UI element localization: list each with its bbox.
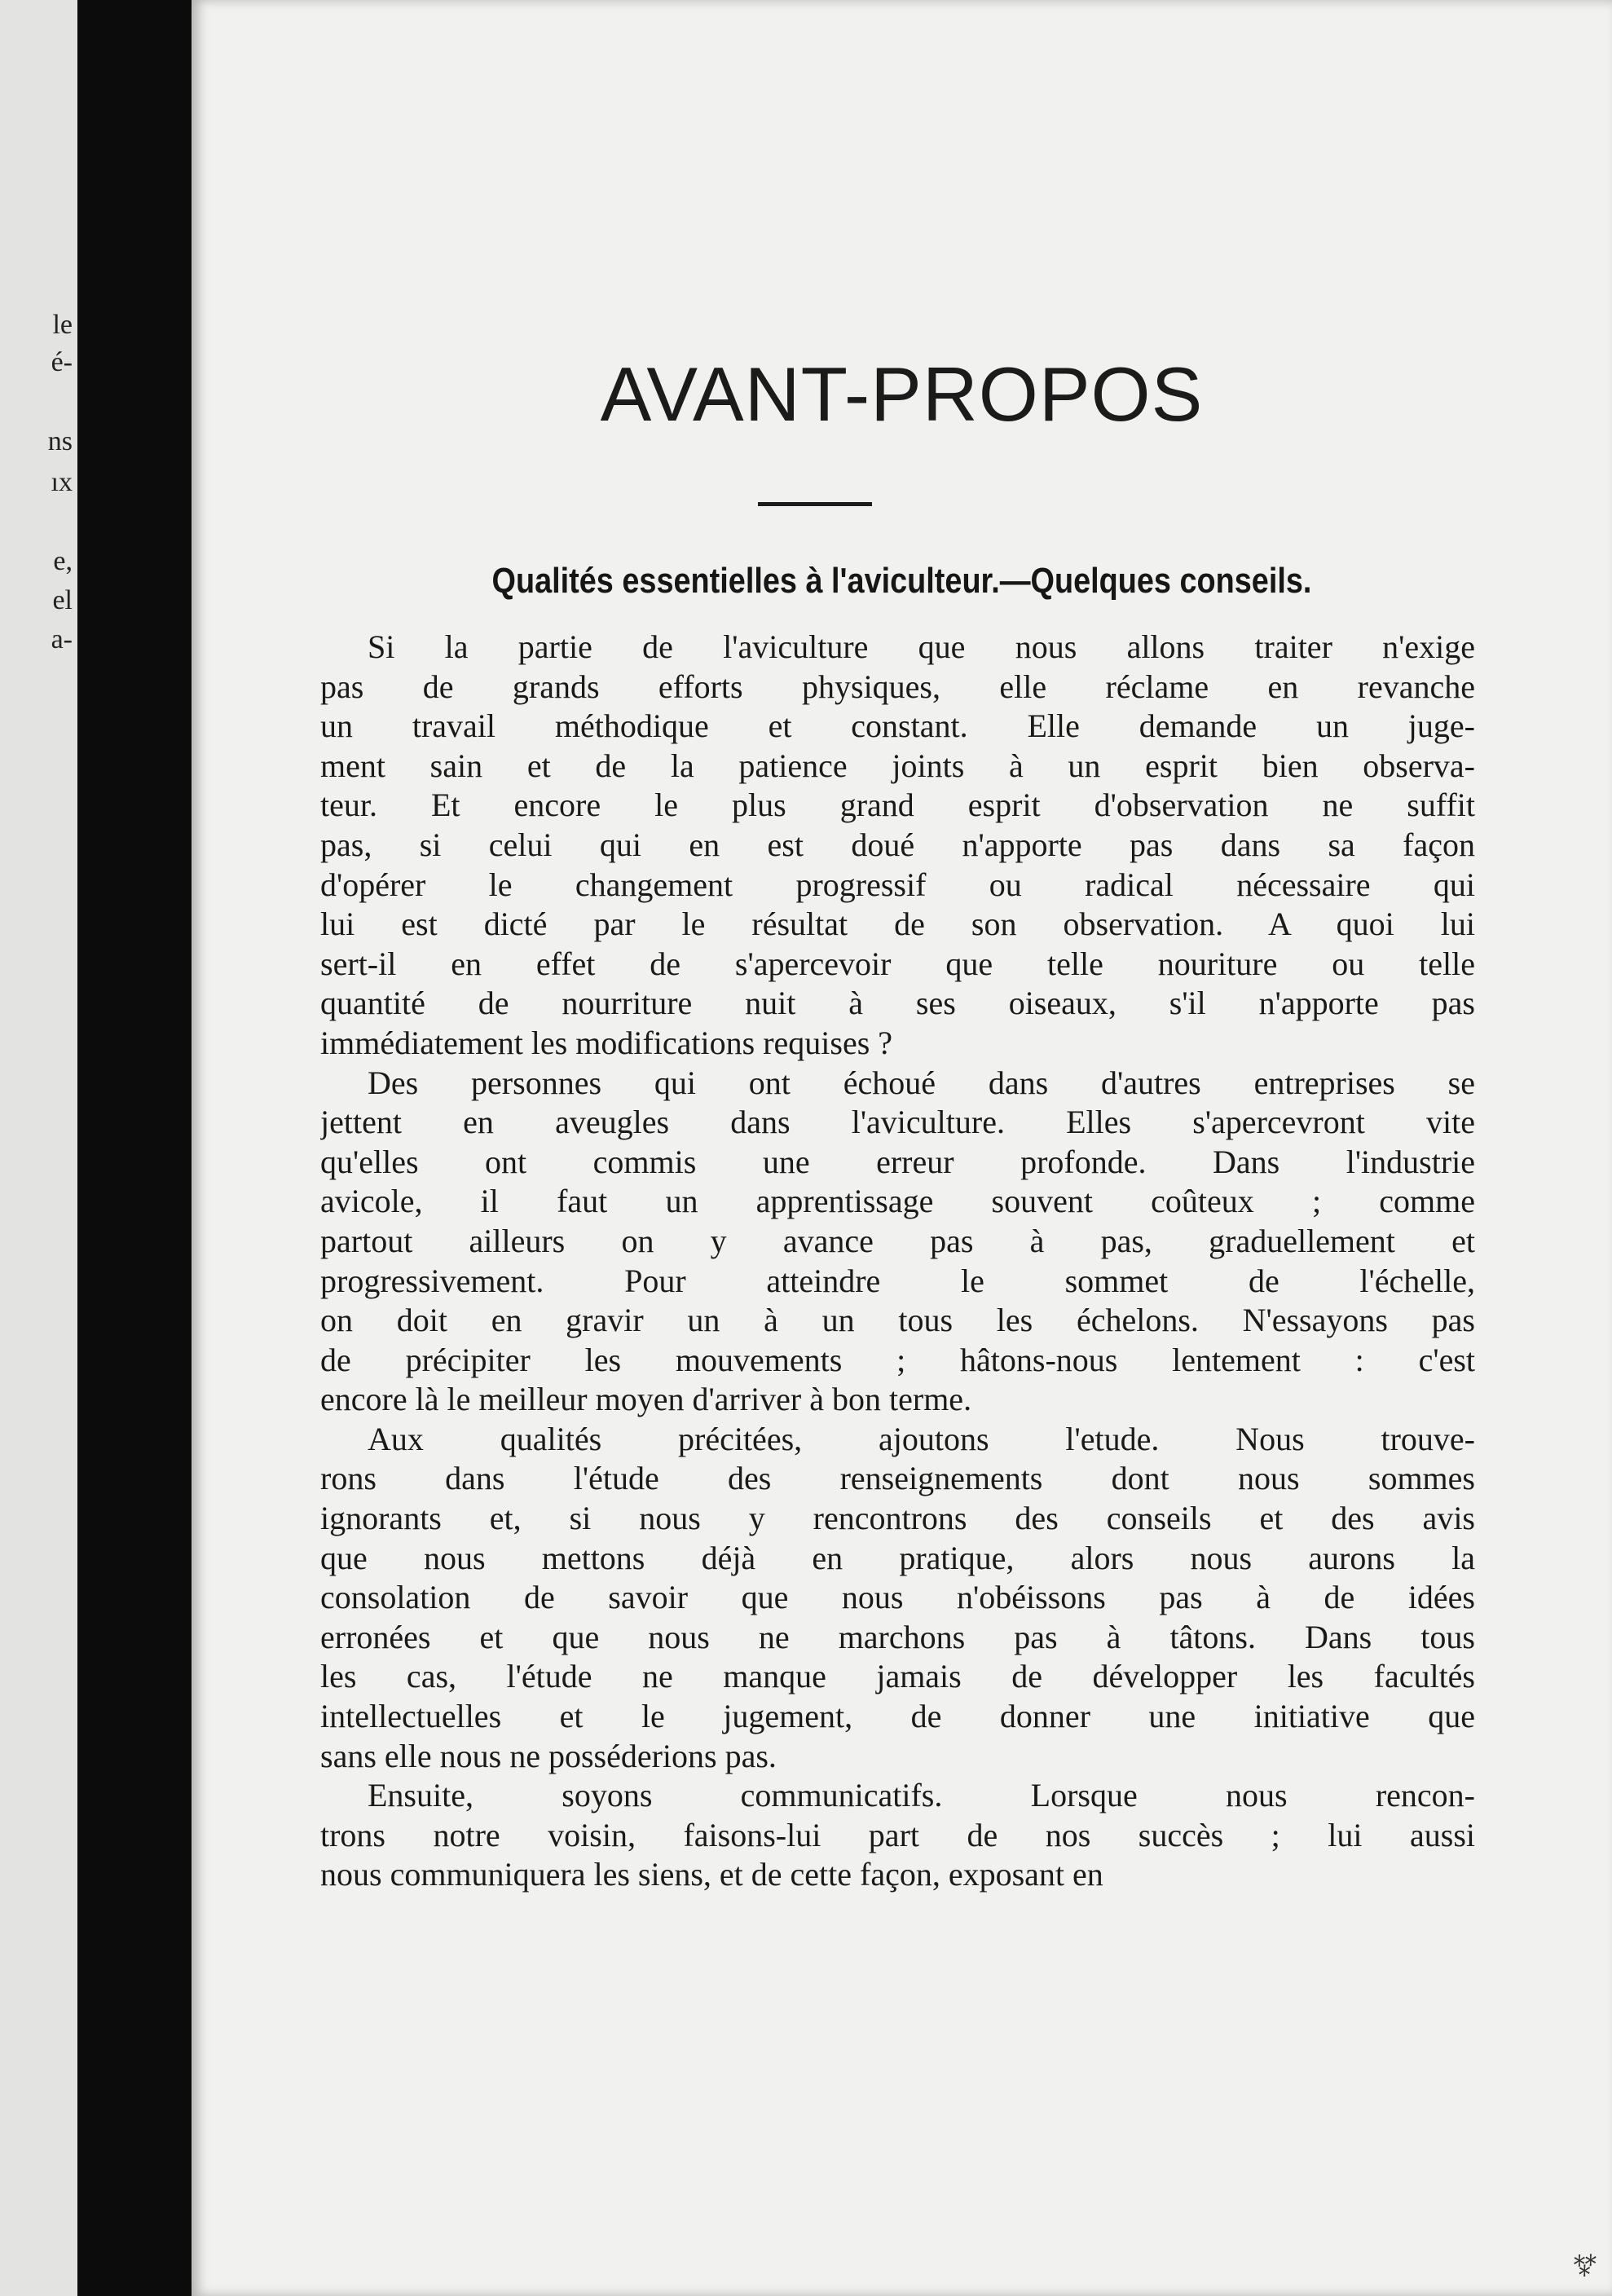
paragraph-line: teur. Et encore le plus grand esprit d'observation ne suffit bbox=[320, 787, 1475, 824]
page-corner-mark: ⁂ bbox=[1567, 2246, 1603, 2281]
body-text bbox=[320, 628, 1475, 1895]
paragraph-line: avicole, il faut un apprentissage souvent coûteux ; comme bbox=[320, 1183, 1475, 1220]
facing-page-edge bbox=[0, 0, 77, 2296]
paragraph-line: pas, si celui qui en est doué n'apporte pas dans sa façon bbox=[320, 826, 1475, 863]
paragraph-line: ignorants et, si nous y rencontrons des conseils et des avis bbox=[320, 1500, 1475, 1537]
paragraph-line: Aux qualités précitées, ajoutons l'etude. Nous trouve- bbox=[368, 1420, 1475, 1457]
section-subtitle: Qualités essentielles à l'aviculteur.—Quelques conseils. bbox=[491, 561, 1312, 601]
paragraph-line: qu'elles ont commis une erreur profonde. Dans l'industrie bbox=[320, 1143, 1475, 1180]
paragraph-line: nous communiquera les siens, et de cette façon, exposant en bbox=[320, 1856, 1103, 1893]
facing-page-fragment: e, bbox=[53, 546, 73, 576]
paragraph-line: trons notre voisin, faisons-lui part de nos succès ; lui aussi bbox=[320, 1816, 1475, 1853]
paragraph-line: un travail méthodique et constant. Elle demande un juge- bbox=[320, 707, 1475, 745]
title-divider bbox=[758, 502, 872, 506]
paragraph-line: Si la partie de l'aviculture que nous allons traiter n'exige bbox=[368, 628, 1475, 665]
paragraph-line: sans elle nous ne posséderions pas. bbox=[320, 1737, 777, 1774]
paragraph-line: Des personnes qui ont échoué dans d'autres entreprises se bbox=[368, 1064, 1475, 1101]
page-title: AVANT-PROPOS bbox=[600, 351, 1204, 437]
facing-page-fragment: le bbox=[52, 310, 73, 340]
book-gutter bbox=[77, 0, 192, 2296]
facing-page-fragment: é- bbox=[51, 347, 73, 377]
paragraph-line: que nous mettons déjà en pratique, alors nous aurons la bbox=[320, 1539, 1475, 1576]
paragraph-line: on doit en gravir un à un tous les échelons. N'essayons pas bbox=[320, 1302, 1475, 1339]
paragraph-line: rons dans l'étude des renseignements dont nous sommes bbox=[320, 1460, 1475, 1497]
paragraph-line: lui est dicté par le résultat de son observation. A quoi lui bbox=[320, 906, 1475, 943]
paragraph-line: partout ailleurs on y avance pas à pas, graduellement et bbox=[320, 1222, 1475, 1259]
paragraph-line: jettent en aveugles dans l'aviculture. Elles s'apercevront vite bbox=[320, 1104, 1475, 1141]
document-page bbox=[192, 0, 1612, 2296]
paragraph-line: ment sain et de la patience joints à un esprit bien observa- bbox=[320, 747, 1475, 784]
paragraph-line: quantité de nourriture nuit à ses oiseaux, s'il n'apporte pas bbox=[320, 985, 1475, 1022]
paragraph-line: progressivement. Pour atteindre le sommet de l'échelle, bbox=[320, 1262, 1475, 1299]
paragraph-line: erronées et que nous ne marchons pas à tâtons. Dans tous bbox=[320, 1618, 1475, 1655]
paragraph-line: sert-il en effet de s'apercevoir que telle nouriture ou telle bbox=[320, 945, 1475, 982]
paragraph-line: pas de grands efforts physiques, elle réclame en revanche bbox=[320, 668, 1475, 705]
paragraph-line: intellectuelles et le jugement, de donner une initiative que bbox=[320, 1698, 1475, 1735]
paragraph-line: les cas, l'étude ne manque jamais de développer les facultés bbox=[320, 1658, 1475, 1695]
paragraph-line: d'opérer le changement progressif ou radical nécessaire qui bbox=[320, 866, 1475, 903]
facing-page-fragment: ıx bbox=[51, 467, 73, 497]
paragraph-line: encore là le meilleur moyen d'arriver à bon terme. bbox=[320, 1381, 972, 1418]
paragraph-line: immédiatement les modifications requises ? bbox=[320, 1024, 893, 1061]
facing-page-fragment: ns bbox=[47, 426, 73, 456]
facing-page-fragment: a- bbox=[51, 624, 73, 654]
paragraph-line: consolation de savoir que nous n'obéissons pas à de idées bbox=[320, 1579, 1475, 1616]
paragraph-line: de précipiter les mouvements ; hâtons-nous lentement : c'est bbox=[320, 1341, 1475, 1378]
paragraph-line: Ensuite, soyons communicatifs. Lorsque nous rencon- bbox=[368, 1777, 1475, 1814]
facing-page-fragment: el bbox=[52, 585, 73, 615]
